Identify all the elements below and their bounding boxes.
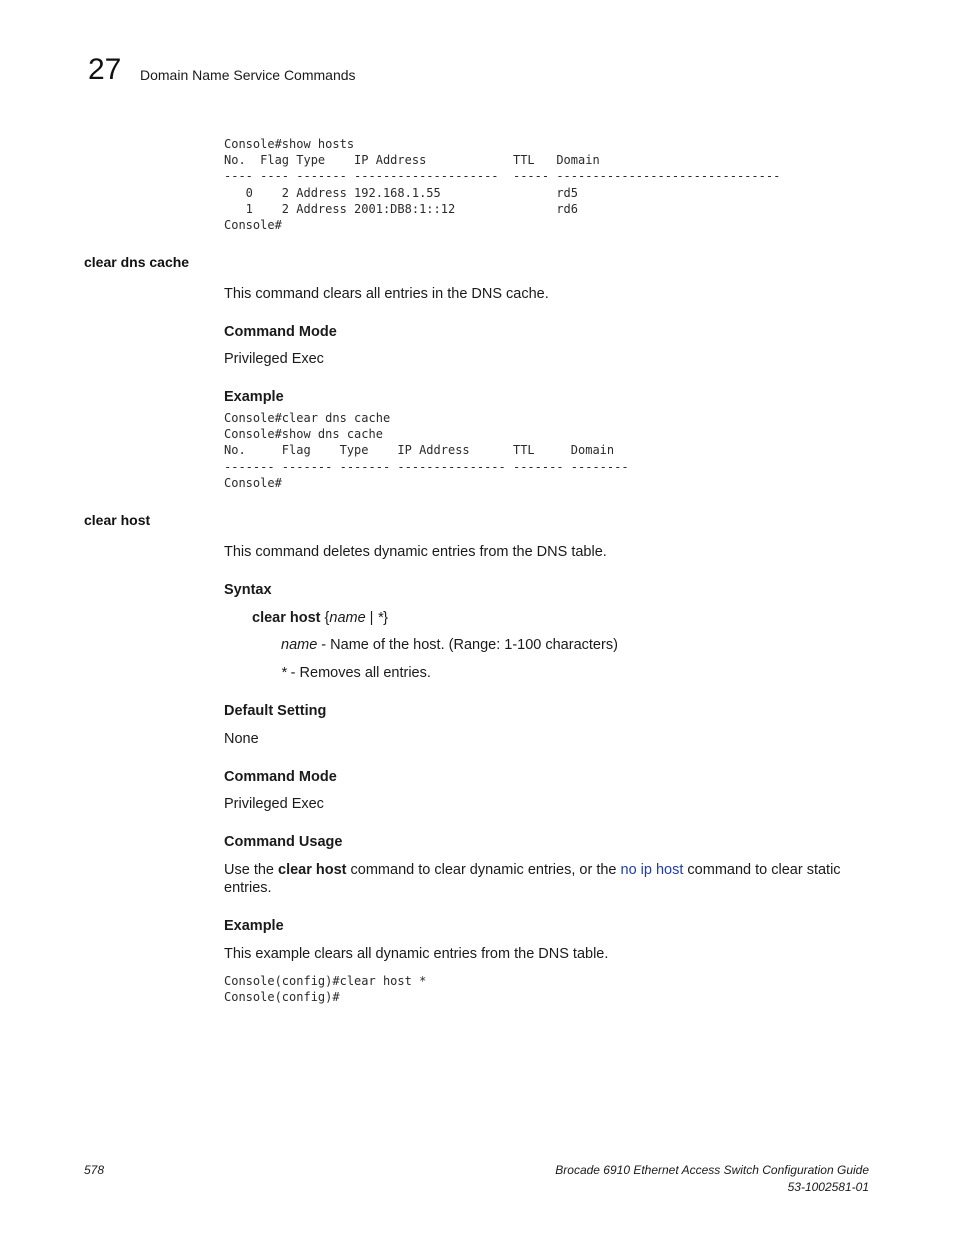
usage-mid: command to clear dynamic entries, or the: [346, 862, 621, 878]
clear-dns-cache-command-mode-heading: Command Mode: [224, 324, 337, 340]
section-title-clear-host: clear host: [84, 512, 151, 528]
page-number: 578: [84, 1163, 105, 1177]
chapter-title: Domain Name Service Commands: [140, 67, 356, 83]
syntax-param-name: name: [329, 610, 366, 626]
syntax-param-star: *: [377, 610, 384, 626]
syntax-command: clear host: [252, 610, 321, 626]
chapter-number: 27: [88, 53, 122, 86]
clear-host-syntax-heading: Syntax: [224, 582, 272, 598]
clear-host-syntax-line: [252, 609, 388, 627]
clear-host-param-name: [281, 636, 618, 654]
document-number: 53-1002581-01: [787, 1180, 869, 1194]
param-name-term: name: [281, 637, 318, 653]
clear-host-default-value: None: [224, 731, 259, 747]
clear-host-example-code: Console(config)#clear host * Console(config)#: [224, 974, 427, 1005]
syntax-open-brace: {: [320, 610, 330, 626]
syntax-close-brace: }: [383, 610, 388, 626]
param-star-term: *: [281, 665, 287, 681]
no-ip-host-link[interactable]: no ip host: [620, 862, 684, 878]
param-star-desc: - Removes all entries.: [286, 665, 431, 681]
clear-dns-cache-description: This command clears all entries in the DNS cache.: [224, 286, 549, 302]
clear-host-example-description: This example clears all dynamic entries from the DNS table.: [224, 946, 609, 962]
usage-command: clear host: [278, 862, 347, 878]
clear-dns-cache-example-code: Console#clear dns cache Console#show dns cache No. Flag Type IP Address TTL Domain ------- ------- ------- --------------- ------- -------- Console#: [224, 411, 629, 490]
syntax-separator: |: [365, 610, 378, 626]
clear-host-description: This command deletes dynamic entries from the DNS table.: [224, 544, 607, 560]
code-show-hosts: Console#show hosts No. Flag Type IP Address TTL Domain ---- ---- ------- -------------------- ----- ------------------------------- 0 2 Address 192.168.1.55 rd5 1 2 Address 2001:DB8:1::12 rd6 Console#: [224, 137, 781, 233]
usage-post: command to clear static entries.: [224, 862, 841, 896]
guide-title: Brocade 6910 Ethernet Access Switch Configuration Guide: [555, 1163, 869, 1177]
section-title-clear-dns-cache: clear dns cache: [84, 254, 190, 270]
clear-host-param-star: [281, 664, 431, 682]
clear-host-command-mode-heading: Command Mode: [224, 769, 337, 785]
usage-pre: Use the: [224, 862, 278, 878]
clear-host-example-heading: Example: [224, 918, 284, 934]
clear-host-usage-heading: Command Usage: [224, 834, 343, 850]
clear-dns-cache-command-mode: Privileged Exec: [224, 351, 324, 367]
clear-dns-cache-example-heading: Example: [224, 389, 284, 405]
clear-host-default-heading: Default Setting: [224, 703, 327, 719]
param-name-desc: - Name of the host. (Range: 1-100 characters): [317, 637, 618, 653]
clear-host-usage-text: [224, 861, 864, 897]
clear-host-command-mode: Privileged Exec: [224, 796, 324, 812]
